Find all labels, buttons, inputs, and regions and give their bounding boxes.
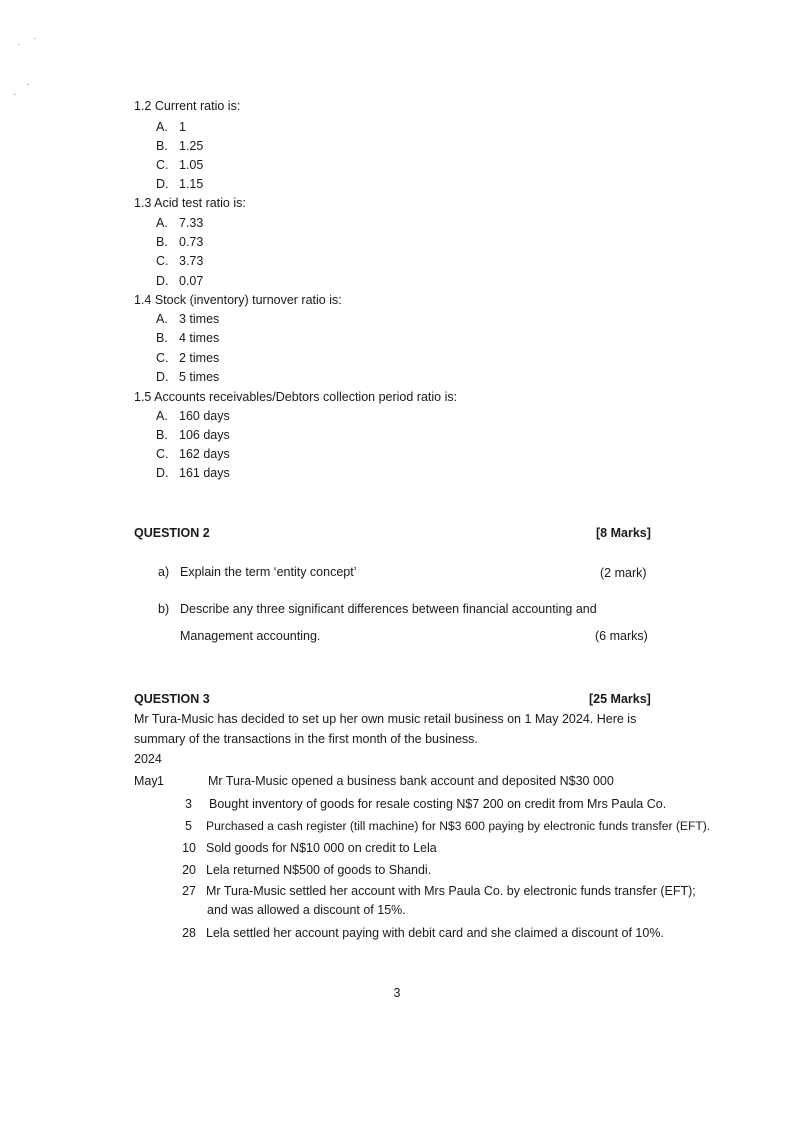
option-letter: D. <box>156 370 169 384</box>
option-text: 2 times <box>179 351 220 365</box>
option-text: 161 days <box>179 466 230 480</box>
option-letter: D. <box>156 177 169 191</box>
part-b-marks: (6 marks) <box>595 629 648 643</box>
option-letter: C. <box>156 351 169 365</box>
transaction-day: 20 <box>182 863 196 877</box>
transaction-text: Bought inventory of goods for resale costing N$7 200 on credit from Mrs Paula Co. <box>209 797 667 811</box>
option-letter: C. <box>156 447 169 461</box>
question-1-2-label: 1.2 Current ratio is: <box>134 99 241 113</box>
option-text: 3.73 <box>179 254 204 268</box>
option-a <box>156 216 203 230</box>
part-text: Explain the term ‘entity concept’ <box>180 565 357 579</box>
transaction-text: Mr Tura-Music settled her account with Mrs Paula Co. by electronic funds transfer (EFT); <box>206 884 696 898</box>
option-text: 1.05 <box>179 158 204 172</box>
transaction-text: Sold goods for N$10 000 on credit to Lela <box>206 841 437 855</box>
part-text: Describe any three significant differences between financial accounting and <box>180 602 597 616</box>
transaction-text: Purchased a cash register (till machine) for N$3 600 paying by electronic funds transfer (EFT). <box>206 819 711 833</box>
question-2-heading: QUESTION 2 <box>134 526 210 540</box>
option-text: 106 days <box>179 428 230 442</box>
transaction-day: 1 <box>157 774 164 788</box>
option-letter: C. <box>156 158 169 172</box>
transaction-text: Mr Tura-Music opened a business bank account and deposited N$30 000 <box>208 774 614 788</box>
option-text: 3 times <box>179 312 220 326</box>
option-text: 160 days <box>179 409 230 423</box>
option-letter: A. <box>156 312 168 326</box>
transaction-text: Lela returned N$500 of goods to Shandi. <box>206 863 432 877</box>
option-letter: B. <box>156 139 168 153</box>
transaction-text: Lela settled her account paying with debit card and she claimed a discount of 10%. <box>206 926 664 940</box>
question-1-5-label: 1.5 Accounts receivables/Debtors collection period ratio is: <box>134 390 458 404</box>
option-text: 1 <box>179 120 186 134</box>
transaction-day: 27 <box>182 884 196 898</box>
question-3-marks: [25 Marks] <box>589 692 651 706</box>
question-3-intro: Mr Tura-Music has decided to set up her own music retail business on 1 May 2024. Here is summary of the transactions in the first month of the business. <box>134 712 637 746</box>
option-letter: B. <box>156 235 168 249</box>
part-letter: b) <box>158 602 170 616</box>
option-letter: D. <box>156 274 169 288</box>
transaction-day: 10 <box>182 841 196 855</box>
option-letter: A. <box>156 216 168 230</box>
option-text: 7.33 <box>179 216 204 230</box>
option-d <box>156 466 230 480</box>
option-d <box>156 177 203 191</box>
option-text: 1.25 <box>179 139 204 153</box>
option-text: 1.15 <box>179 177 204 191</box>
question-2-part-b <box>158 602 597 616</box>
option-b <box>156 428 230 442</box>
page-number: 3 <box>393 986 401 1000</box>
part-letter: a) <box>158 565 170 579</box>
option-c <box>156 351 219 365</box>
option-letter: C. <box>156 254 169 268</box>
transaction-text-continued: and was allowed a discount of 15%. <box>207 903 406 917</box>
option-b <box>156 139 203 153</box>
question-1-4-label: 1.4 Stock (inventory) turnover ratio is: <box>134 293 342 307</box>
option-b <box>156 331 219 345</box>
transaction-day: 3 <box>185 797 192 811</box>
option-d <box>156 370 219 384</box>
option-d <box>156 274 203 288</box>
question-2-marks: [8 Marks] <box>596 526 651 540</box>
option-text: 4 times <box>179 331 220 345</box>
year-label: 2024 <box>134 752 162 766</box>
question-3-heading: QUESTION 3 <box>134 692 210 706</box>
option-a <box>156 312 219 326</box>
option-text: 162 days <box>179 447 230 461</box>
part-a-marks: (2 mark) <box>600 566 647 580</box>
option-c <box>156 254 203 268</box>
month-label: May <box>134 774 158 788</box>
part-b-text-continued: Management accounting. <box>180 629 321 643</box>
option-text: 0.73 <box>179 235 204 249</box>
option-letter: B. <box>156 331 168 345</box>
option-c <box>156 447 230 461</box>
transaction-day: 28 <box>182 926 196 940</box>
option-b <box>156 235 203 249</box>
option-c <box>156 158 203 172</box>
option-text: 5 times <box>179 370 220 384</box>
transaction-day: 5 <box>185 819 192 833</box>
option-letter: A. <box>156 409 168 423</box>
option-a <box>156 409 230 423</box>
option-letter: B. <box>156 428 168 442</box>
option-text: 0.07 <box>179 274 204 288</box>
question-2-part-a <box>158 565 356 579</box>
option-letter: D. <box>156 466 169 480</box>
option-letter: A. <box>156 120 168 134</box>
option-a <box>156 120 186 134</box>
question-1-3-label: 1.3 Acid test ratio is: <box>134 196 246 210</box>
